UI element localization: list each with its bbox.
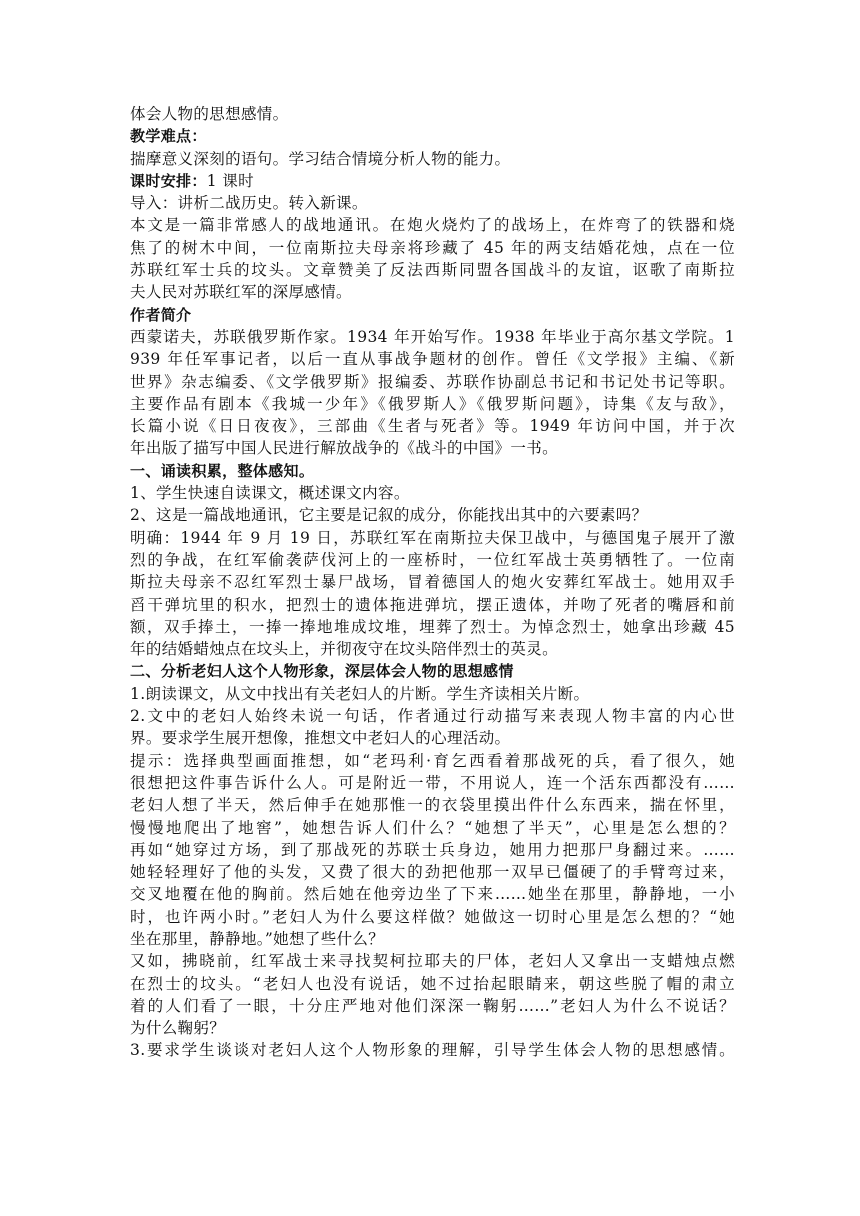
text-line: 年出版了描写中国人民进行解放战争的《战斗的中国》一书。 <box>130 439 558 458</box>
section-heading: 作者简介 <box>130 305 192 324</box>
text-line: 苏联红军士兵的坟头。文章赞美了反法西斯同盟各国战斗的友谊，讴歌了南斯拉 <box>130 261 735 280</box>
text-line <box>130 170 735 192</box>
text-line: 着的人们看了一眼，十分庄严地对他们深深一鞠躬……”老妇人为什么不说话？ <box>130 996 735 1015</box>
text-line: 又如，拂晓前，红军战士来寻找契柯拉耶夫的尸体，老妇人又拿出一支蜡烛点燃 <box>130 952 735 971</box>
text-line: 主要作品有剧本《我城一少年》《俄罗斯人》《俄罗斯问题》，诗集《友与敌》， <box>130 394 735 413</box>
inline-label: 课时安排： <box>130 171 207 190</box>
text-line: 夫人民对苏联红军的深厚感情。 <box>130 283 352 302</box>
section-heading: 二、分析老妇人这个人物形象，深层体会人物的思想感情 <box>130 662 514 681</box>
section-heading: 一、诵读积累，整体感知。 <box>130 461 315 480</box>
text-line: 坐在那里，静静地。”她想了些什么？ <box>130 929 385 948</box>
text-line: 1.朗读课文，从文中找出有关老妇人的片断。学生齐读相关片断。 <box>130 684 590 703</box>
text-line: 1、学生快速自读课文，概述课文内容。 <box>130 484 410 503</box>
text-line: 界。要求学生展开想像，推想文中老妇人的心理活动。 <box>130 729 511 748</box>
text-line: 年的结婚蜡烛点在坟头上，并彻夜守在坟头陪伴烈士的英灵。 <box>130 640 558 659</box>
text-line: 世界》杂志编委、《文学俄罗斯》报编委、苏联作协副总书记和书记处书记等职。 <box>130 372 735 391</box>
text-line: 2、这是一篇战地通讯，它主要是记叙的成分，你能找出其中的六要素吗？ <box>130 506 648 525</box>
text-line: 本文是一篇非常感人的战地通讯。在炮火烧灼了的战场上，在炸弯了的铁器和烧 <box>130 216 735 235</box>
text-line: 体会人物的思想感情。 <box>130 105 289 123</box>
text-line: 焦了的树木中间，一位南斯拉夫母亲将珍藏了 45 年的两支结婚花烛，点在一位 <box>130 238 735 257</box>
text-line: 时，也许两小时。”老妇人为什么要这样做？她做这一切时心里是怎么想的？“她 <box>130 907 735 926</box>
text-line: 3.要求学生谈谈对老妇人这个人物形象的理解，引导学生体会人物的思想感情。 <box>130 1041 735 1060</box>
section-heading: 教学难点： <box>130 127 207 146</box>
text-line: 为什么鞠躬？ <box>130 1019 226 1038</box>
text-line: 交叉地覆在他的胸前。然后她在他旁边坐了下来……她坐在那里，静静地，一小 <box>130 885 735 904</box>
text-line: 慢慢地爬出了地窖”，她想告诉人们什么？“她想了半天”，心里是怎么想的？ <box>130 818 735 837</box>
text-line: 939 年任军事记者，以后一直从事战争题材的创作。曾任《文学报》主编、《新 <box>130 350 735 369</box>
text-line: 明确：1944 年 9 月 19 日，苏联红军在南斯拉夫保卫战中，与德国鬼子展开了激 <box>130 528 735 547</box>
text-line: 提示：选择典型画面推想，如“老玛利·育乞西看着那战死的兵，看了很久，她 <box>130 751 735 770</box>
inline-text: 1 课时 <box>206 171 254 190</box>
text-line: 揣摩意义深刻的语句。学习结合情境分析人物的能力。 <box>130 149 511 168</box>
text-line: 在烈士的坟头。“老妇人也没有说话，她不过抬起眼睛来，朝这些脱了帽的肃立 <box>130 974 735 993</box>
text-line: 老妇人想了半天，然后伸手在她那惟一的衣袋里摸出件什么东西来，揣在怀里， <box>130 796 735 815</box>
document-page <box>130 103 735 1062</box>
text-line: 烈的争战，在红军偷袭萨伐河上的一座桥时，一位红军战士英勇牺牲了。一位南 <box>130 550 735 569</box>
text-line: 斯拉夫母亲不忍红军烈士暴尸战场，冒着德国人的炮火安葬红军战士。她用双手 <box>130 573 735 592</box>
text-line: 额，双手捧土，一捧一捧地堆成坟堆，埋葬了烈士。为悼念烈士，她拿出珍藏 45 <box>130 617 735 636</box>
text-line: 长篇小说《日日夜夜》，三部曲《生者与死者》等。1949 年访问中国，并于次 <box>130 417 735 436</box>
text-line: 2.文中的老妇人始终未说一句话，作者通过行动描写来表现人物丰富的内心世 <box>130 707 735 726</box>
text-line: 舀干弹坑里的积水，把烈士的遗体拖进弹坑，摆正遗体，并吻了死者的嘴唇和前 <box>130 595 735 614</box>
text-line: 再如“她穿过方场，到了那战死的苏联士兵身边，她用力把那尸身翻过来。…… <box>130 840 735 859</box>
text-line: 导入：讲析二战历史。转入新课。 <box>130 194 368 213</box>
text-line: 西蒙诺夫，苏联俄罗斯作家。1934 年开始写作。1938 年毕业于高尔基文学院。1 <box>130 327 735 346</box>
text-line: 她轻轻理好了他的头发，又费了很大的劲把他那一双早已僵硬了的手臂弯过来， <box>130 863 735 882</box>
text-line: 很想把这件事告诉什么人。可是附近一带，不用说人，连一个活东西都没有…… <box>130 773 735 792</box>
